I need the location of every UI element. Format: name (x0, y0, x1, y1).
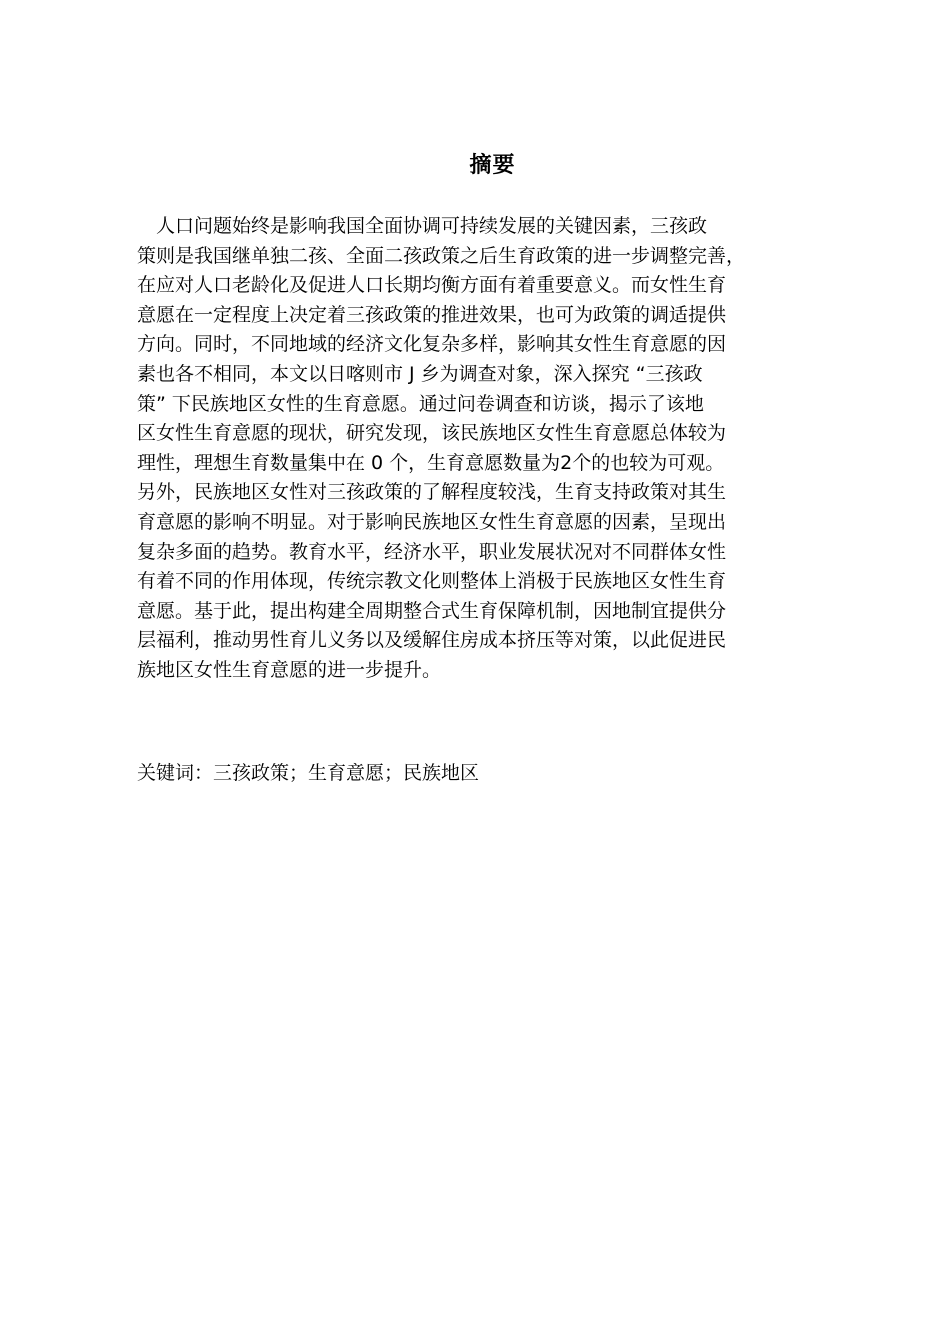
keywords-line: 关键词：三孩政策；生育意愿；民族地区 (137, 762, 480, 784)
abstract-line: 理性，理想生育数量集中在 0 个，生育意愿数量为2个的也较为可观。 (137, 451, 725, 474)
abstract-line: 策” 下民族地区女性的生育意愿。通过问卷调查和访谈，揭示了该地 (137, 392, 704, 415)
abstract-line: 策则是我国继单独二孩、全面二孩政策之后生育政策的进一步调整完善， (137, 244, 746, 267)
abstract-line: 素也各不相同，本文以日喀则市 J 乡为调查对象，深入探究 “三孩政 (137, 362, 703, 385)
abstract-line: 方向。同时，不同地域的经济文化复杂多样，影响其女性生育意愿的因 (137, 333, 727, 356)
abstract-line: 复杂多面的趋势。教育水平，经济水平，职业发展状况对不同群体女性 (137, 540, 727, 563)
abstract-line: 区女性生育意愿的现状，研究发现，该民族地区女性生育意愿总体较为 (137, 422, 727, 445)
abstract-body (137, 212, 857, 686)
abstract-line: 层福利，推动男性育儿义务以及缓解住房成本挤压等对策，以此促进民 (137, 629, 727, 652)
abstract-line: 族地区女性生育意愿的进一步提升。 (137, 658, 442, 681)
abstract-line: 在应对人口老龄化及促进人口长期均衡方面有着重要意义。而女性生育 (137, 274, 727, 297)
abstract-line: 意愿。基于此，提出构建全周期整合式生育保障机制，因地制宜提供分 (137, 599, 727, 622)
abstract-line: 意愿在一定程度上决定着三孩政策的推进效果，也可为政策的调适提供 (137, 303, 727, 326)
abstract-line: 人口问题始终是影响我国全面协调可持续发展的关键因素，三孩政 (137, 215, 708, 237)
abstract-line: 另外，民族地区女性对三孩政策的了解程度较浅，生育支持政策对其生 (137, 481, 727, 504)
abstract-title: 摘要 (469, 153, 516, 178)
abstract-line: 有着不同的作用体现，传统宗教文化则整体上消极于民族地区女性生育 (137, 570, 727, 593)
abstract-line: 育意愿的影响不明显。对于影响民族地区女性生育意愿的因素，呈现出 (137, 510, 727, 533)
